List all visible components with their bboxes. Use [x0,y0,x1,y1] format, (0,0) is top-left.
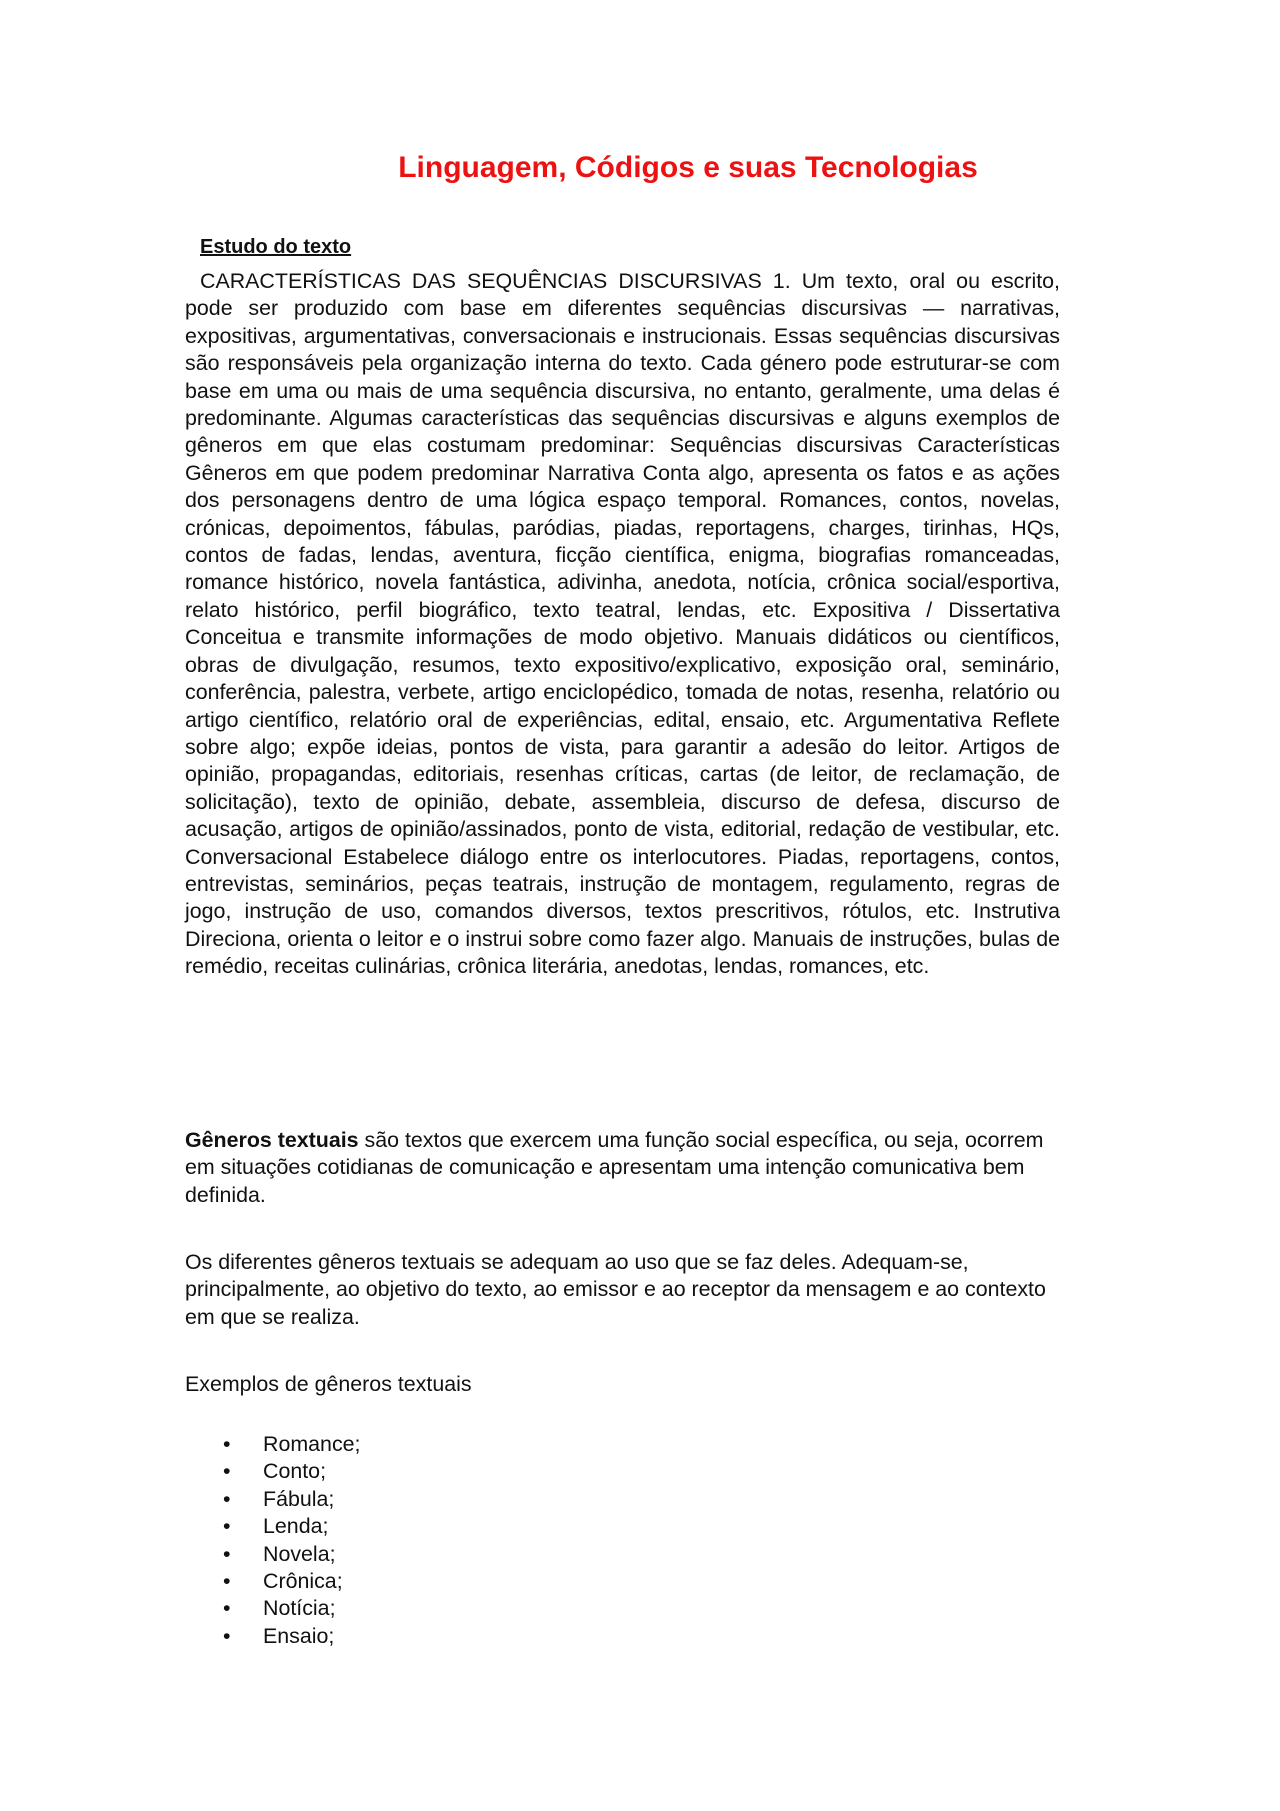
bullet-icon: • [223,1541,231,1566]
genres-usage-paragraph: Os diferentes gêneros textuais se adequam ao uso que se faz deles. Adequam-se, principalmente, ao objetivo do texto, ao emissor e ao receptor da mensagem e ao contexto em que se realiza. [185,1250,1046,1329]
list-item-label: Notícia; [263,1596,336,1621]
document-title: Linguagem, Códigos e suas Tecnologias [398,151,978,184]
list-item [185,1623,361,1650]
genres-definition-text: são textos que exercem uma função social específica, ou seja, ocorrem em situações cotidianas de comunicação e apresentam uma intenção comunicativa bem definida. [185,1128,1044,1207]
list-item-label: Crônica; [263,1569,343,1594]
examples-list [185,1431,361,1650]
bullet-icon: • [223,1459,231,1484]
sequences-paragraph: CARACTERÍSTICAS DAS SEQUÊNCIAS DISCURSIVAS 1. Um texto, oral ou escrito, pode ser produzido com base em diferentes sequências discursivas — narrativas, expositivas, argumentativas, conversacionais e instrucionais. Essas sequências discursivas são responsáveis pela organização interna do texto. Cada género pode estruturar-se com base em uma ou mais de uma sequência discursiva, no entanto, geralmente, uma delas é predominante. Algumas características das sequências discursivas e alguns exemplos de gêneros em que elas costumam predominar: Sequências discursivas Características Gêneros em que podem predominar Narrativa Conta algo, apresenta os fatos e as ações dos personagens dentro de uma lógica espaço temporal. Romances, contos, novelas, crónicas, depoimentos, fábulas, paródias, piadas, reportagens, charges, tirinhas, HQs, contos de fadas, lendas, aventura, ficção científica, enigma, biografias romanceadas, romance histórico, novela fantástica, adivinha, anedota, notícia, crônica social/esportiva, relato histórico, perfil biográfico, texto teatral, lendas, etc. Expositiva / Dissertativa Conceitua e transmite informações de modo objetivo. Manuais didáticos ou científicos, obras de divulgação, resumos, texto expositivo/explicativo, exposição oral, seminário, conferência, palestra, verbete, artigo enciclopédico, tomada de notas, resenha, relatório ou artigo científico, relatório oral de experiências, edital, ensaio, etc. Argumentativa Reflete sobre algo; expõe ideias, pontos de vista, para garantir a adesão do leitor. Artigos de opinião, propagandas, editoriais, resenhas críticas, cartas (de leitor, de reclamação, de solicitação), texto de opinião, debate, assembleia, discurso de defesa, discurso de acusação, artigos de opinião/assinados, ponto de vista, editorial, redação de vestibular, etc. Conversacional Estabelece diálogo entre os interlocutores. Piadas, reportagens, contos, entrevistas, seminários, peças teatrais, instrução de montagem, regulamento, regras de jogo, instrução de uso, comandos diversos, textos prescritivos, rótulos, etc. Instrutiva Direciona, orienta o leitor e o instrui sobre como fazer algo. Manuais de instruções, bulas de remédio, receitas culinárias, crônica literária, anedotas, lendas, romances, etc. [185,269,1060,979]
bullet-icon: • [223,1486,231,1511]
list-item [185,1595,361,1622]
genres-definition-paragraph [185,1127,1060,1209]
list-item-label: Romance; [263,1432,361,1456]
examples-heading: Exemplos de gêneros textuais [185,1372,472,1396]
list-item-label: Fábula; [263,1486,335,1511]
genres-term: Gêneros textuais [185,1128,359,1152]
bullet-icon: • [223,1432,231,1456]
bullet-icon: • [223,1596,231,1621]
list-item-label: Lenda; [263,1514,329,1539]
bullet-icon: • [223,1623,231,1648]
bullet-icon: • [223,1569,231,1594]
list-item-label: Ensaio; [263,1623,335,1648]
list-item [185,1541,361,1568]
list-item-label: Novela; [263,1541,336,1566]
list-item [185,1513,361,1540]
list-item-label: Conto; [263,1459,327,1484]
bullet-icon: • [223,1514,231,1539]
list-item [185,1458,361,1485]
list-item [185,1431,361,1458]
list-item [185,1568,361,1595]
section-heading: Estudo do texto [200,236,352,258]
list-item [185,1486,361,1513]
